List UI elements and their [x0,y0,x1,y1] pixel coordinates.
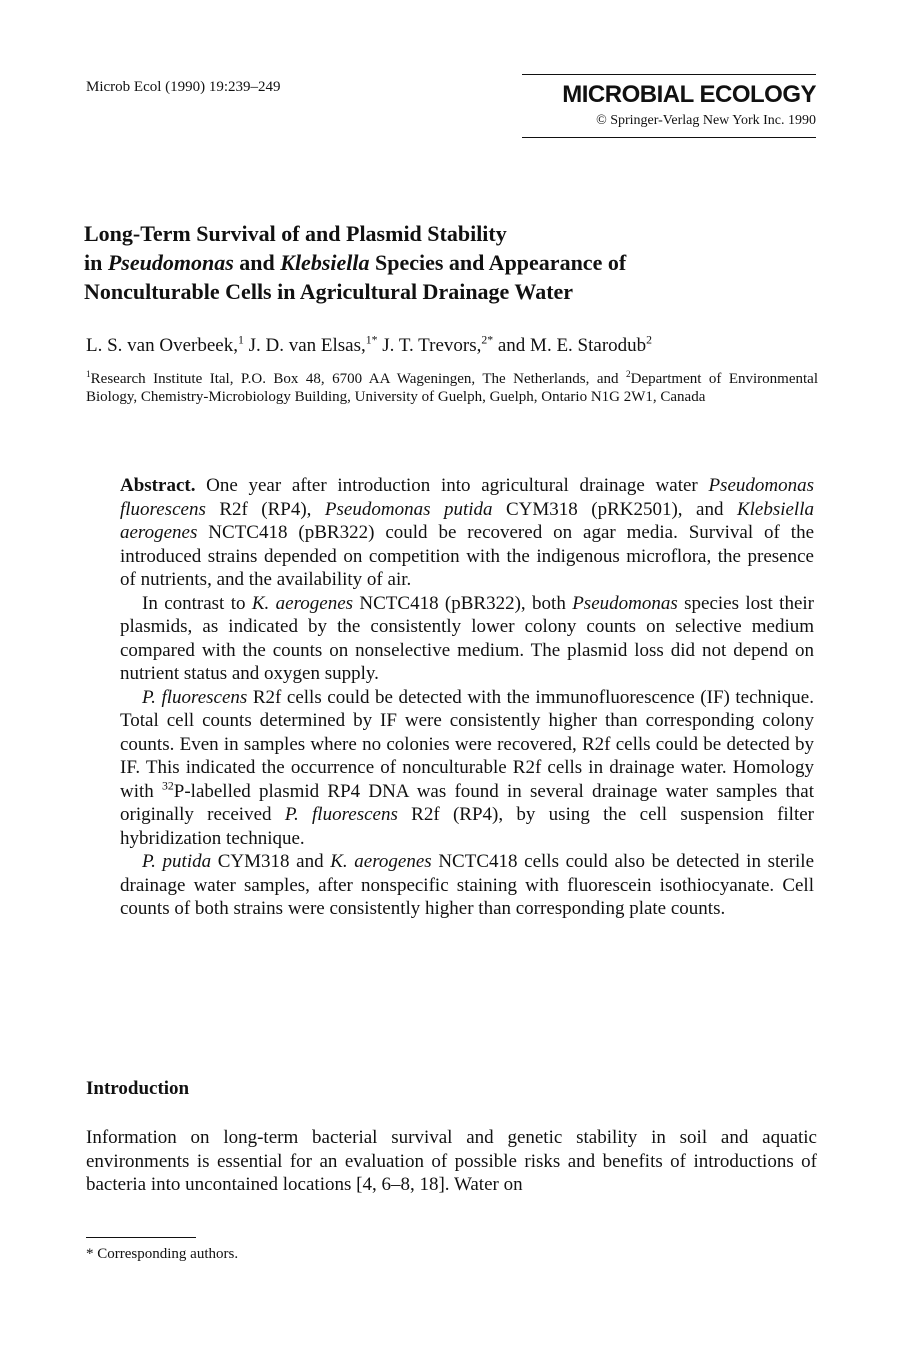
author-name: J. T. Trevors, [377,335,482,356]
journal-masthead [522,74,816,138]
copyright-line: © Springer-Verlag New York Inc. 1990 [596,113,816,128]
article-title [84,219,784,306]
abstract-text: One year after introduction into agricultural drainage water [195,475,709,496]
species-name: P. putida [142,851,212,872]
abstract [120,474,814,921]
abstract-text: P-labelled plasmid RP4 DNA was found in several drainage water samples that originally received [120,780,814,825]
masthead-bottom-rule [522,137,816,138]
author-affiliation-mark: 2 [646,333,653,347]
title-genus: Klebsiella [280,250,370,275]
species-name: K. aerogenes [251,592,354,614]
footnote: * Corresponding authors. [86,1246,239,1262]
abstract-label: Abstract. [120,475,196,496]
masthead-top-rule [522,74,816,75]
journal-name: MICROBIAL ECOLOGY [562,81,816,108]
abstract-text: R2f cells could be detected with the immunofluorescence (IF) technique. Total cell counts determined by IF were consistently higher than corresponding colony counts. Even in samples where no colonies were recovered, R2f cells could be detected by IF. This indicated the occurrence of nonculturable R2f cells in drainage water. Homology with [120,686,814,802]
affiliation-text: Department of Environmental Biology, Chemistry-Microbiology Building, University of Guelph, Guelph, Ontario N1G 2W1, Canada [86,371,818,405]
species-name: Pseudomonas fluorescens [120,475,814,520]
section-heading-introduction: Introduction [86,1078,190,1099]
affiliation-mark: 2 [625,370,631,380]
abstract-text: R2f (RP4), [205,498,325,520]
abstract-text: species lost their plasmids, as indicated by the consistently lower colony counts on selective medium compared with the counts on nonselective medium. The plasmid loss did not depend on nutrient status and oxygen supply. [120,592,814,684]
species-name: K. aerogenes [330,851,432,872]
abstract-text: NCTC418 (pBR322), both [353,592,573,614]
abstract-text: CYM318 and [211,851,331,872]
title-line-3: Nonculturable Cells in Agricultural Drainage Water [84,279,574,304]
affiliation-mark: 1 [86,370,91,380]
abstract-paragraph-1 [120,474,814,592]
species-name: P. fluorescens [142,686,248,708]
abstract-text: NCTC418 cells could also be detected in sterile drainage water samples, after nonspecific staining with fluorescein isothiocyanate. Cell counts of both strains were consistently higher than corresponding plate counts. [120,851,815,919]
author-name: J. D. van Elsas, [243,335,366,356]
title-line-2 [84,248,784,277]
abstract-paragraph-4 [120,850,814,921]
abstract-text: R2f (RP4), by using the cell suspension filter hybridization technique. [120,804,814,849]
title-text: and [233,250,281,275]
affiliations [86,370,818,406]
isotope-superscript: 32 [162,779,174,793]
title-text: in [84,250,108,275]
species-name: Pseudomonas putida [324,498,493,520]
introduction-paragraph: Information on long-term bacterial survival and genetic stability in soil and aquatic environments is essential for an evaluation of possible risks and benefits of introductions of bacteria into uncontained locations [4, 6–8, 18]. Water on [86,1127,817,1195]
abstract-paragraph-2 [120,592,814,686]
author-affiliation-mark: 2* [481,333,494,347]
species-name: Klebsiella aerogenes [120,498,814,543]
title-line-1: Long-Term Survival of and Plasmid Stability [84,221,507,246]
author-name: L. S. van Overbeek, [86,335,238,356]
abstract-text: CYM318 (pRK2501), and [492,498,737,520]
species-name: Pseudomonas [572,592,678,614]
footnote-rule [86,1237,196,1238]
journal-citation: Microb Ecol (1990) 19:239–249 [86,79,281,95]
title-genus: Pseudomonas [107,250,234,275]
species-name: P. fluorescens [284,804,398,825]
abstract-paragraph-3 [120,686,814,851]
abstract-text: In contrast to [142,592,252,614]
affiliation-text: Research Institute Ital, P.O. Box 48, 6700 AA Wageningen, The Netherlands, and [90,371,626,387]
author-affiliation-mark: 1 [237,333,244,347]
title-text: Species and Appearance of [369,250,627,275]
author-list [86,335,652,357]
author-affiliation-mark: 1* [365,333,378,347]
abstract-text: NCTC418 (pBR322) could be recovered on agar media. Survival of the introduced strains depended on competition with the indigenous microflora, the presence of nutrients, and the availability of air. [120,522,814,590]
author-name: and M. E. Starodub [493,335,647,356]
